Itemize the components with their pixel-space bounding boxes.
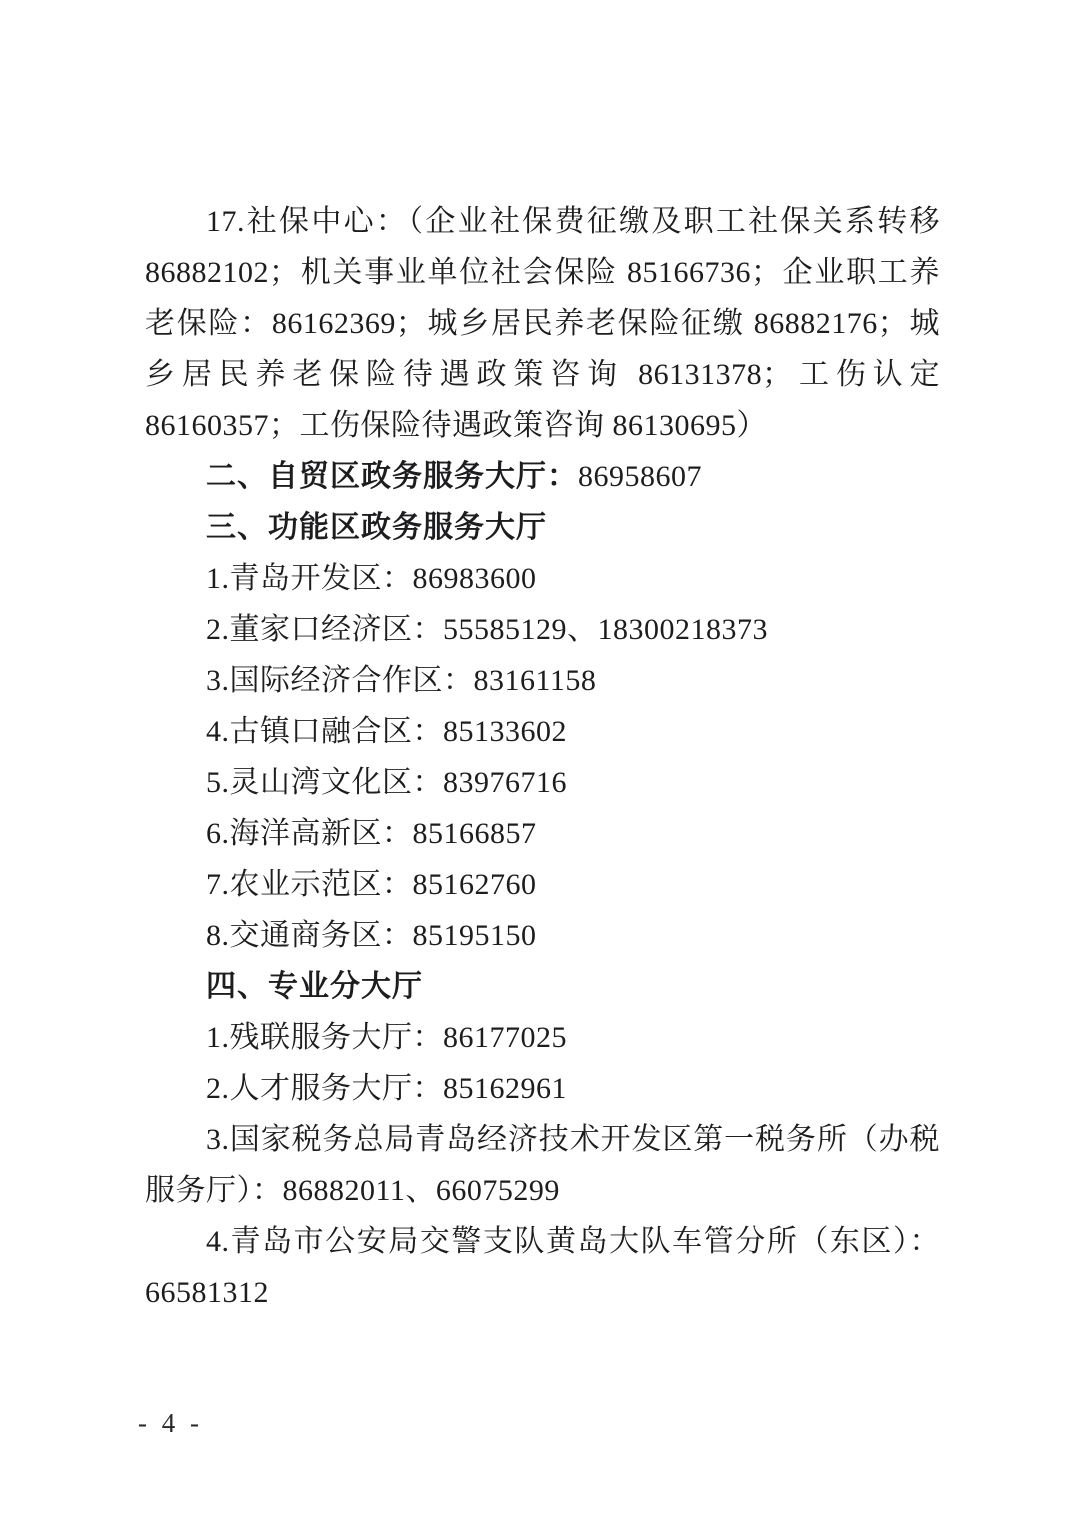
list-item-special-hall-1: 1.残联服务大厅：86177025 xyxy=(206,1021,567,1054)
list-item-special-hall-3: 3.国家税务总局青岛经济技术开发区第一税务所（办税服务厅）：86882011、66075299 xyxy=(145,1123,940,1207)
document-content xyxy=(145,196,940,1318)
section-heading-2 xyxy=(145,451,940,502)
section-heading-2-phone: 86958607 xyxy=(578,460,702,493)
list-item-functional-zone-8: 8.交通商务区：85195150 xyxy=(206,919,537,952)
section-heading-4: 四、专业分大厅 xyxy=(206,970,423,1003)
list-item-functional-zone-6: 6.海洋高新区：85166857 xyxy=(206,817,537,850)
list-item-functional-zone-4: 4.古镇口融合区：85133602 xyxy=(206,715,567,748)
paragraph-social-security-center: 17.社保中心：（企业社保费征缴及职工社保关系转移 86882102；机关事业单位社会保险 85166736；企业职工养老保险：86162369；城乡居民养老保险征缴 86882176；城乡居民养老保险待遇政策咨询 86131378；工伤认定 86160357；工伤保险待遇政策咨询 86130695） xyxy=(145,205,940,442)
section-heading-2-label: 二、自贸区政务服务大厅： xyxy=(206,460,578,493)
section-heading-3: 三、功能区政务服务大厅 xyxy=(206,511,547,544)
list-item-functional-zone-2: 2.董家口经济区：55585129、18300218373 xyxy=(206,613,768,646)
list-item-functional-zone-5: 5.灵山湾文化区：83976716 xyxy=(206,766,567,799)
list-item-special-hall-4: 4.青岛市公安局交警支队黄岛大队车管分所（东区）：66581312 xyxy=(145,1225,940,1309)
page-number: - 4 - xyxy=(138,1408,203,1438)
list-item-functional-zone-7: 7.农业示范区：85162760 xyxy=(206,868,537,901)
list-item-functional-zone-1: 1.青岛开发区：86983600 xyxy=(206,562,537,595)
list-item-functional-zone-3: 3.国际经济合作区：83161158 xyxy=(206,664,597,697)
list-item-special-hall-2: 2.人才服务大厅：85162961 xyxy=(206,1072,567,1105)
